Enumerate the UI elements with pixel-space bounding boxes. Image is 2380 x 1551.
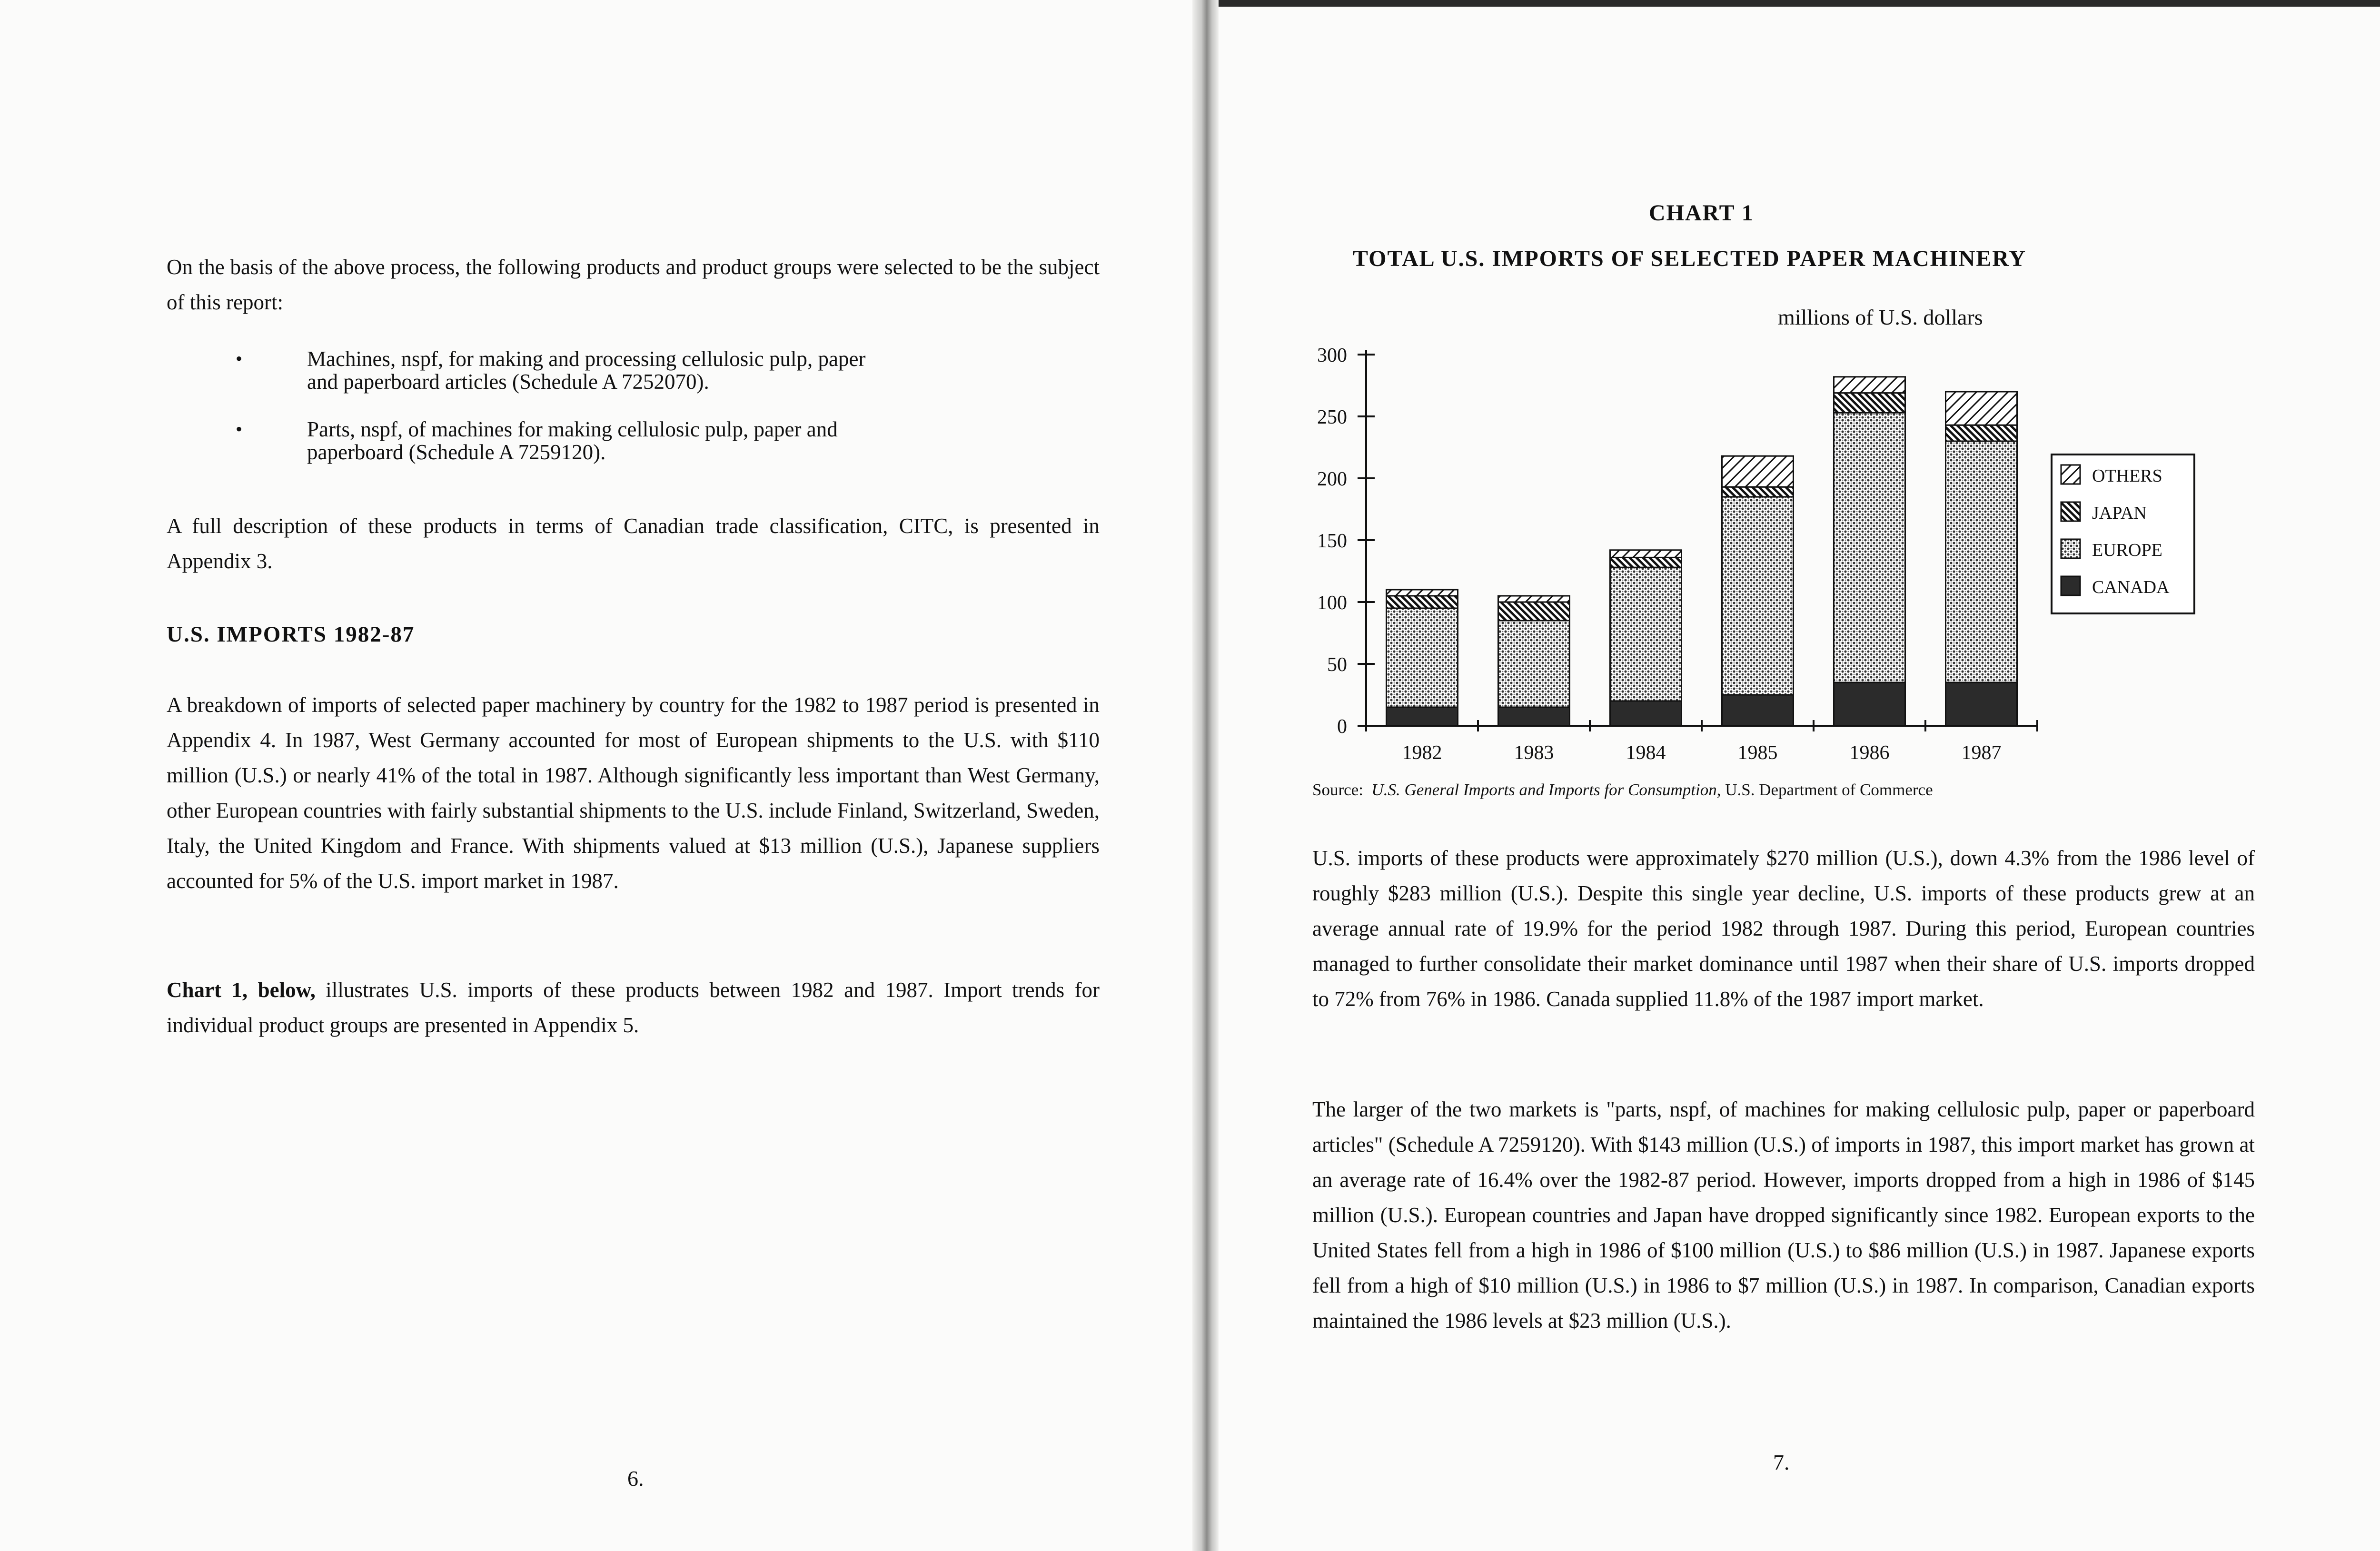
bar-segment-others <box>1387 590 1458 596</box>
bar-segment-others <box>1498 596 1570 602</box>
bullet-item <box>236 418 1092 470</box>
y-tick-label: 100 <box>1317 592 1347 614</box>
bar-segment-canada <box>1946 682 2017 726</box>
bullet-line: Machines, nspf, for making and processing cellulosic pulp, paper <box>307 347 866 371</box>
legend-swatch-europe <box>2061 539 2080 558</box>
page-number-left: 6. <box>627 1466 644 1491</box>
chart-title: TOTAL U.S. IMPORTS OF SELECTED PAPER MACHINERY <box>1353 246 2027 271</box>
bullet-line: Parts, nspf, of machines for making cellulosic pulp, paper and <box>307 417 838 441</box>
bar-segment-others <box>1946 392 2017 425</box>
chart-source <box>1312 780 1933 800</box>
source-title: U.S. General Imports and Imports for Consumption <box>1371 780 1717 799</box>
chart-reference-text: illustrates U.S. imports of these products between 1982 and 1987. Import trends for individual product groups are presented in Appendix 5. <box>167 978 1100 1037</box>
x-tick-label: 1987 <box>1961 742 2002 761</box>
bar-segment-others <box>1610 550 1682 558</box>
y-tick-label: 150 <box>1317 530 1347 552</box>
bar-segment-europe <box>1387 608 1458 707</box>
source-label: Source: <box>1312 780 1363 799</box>
bar-segment-europe <box>1722 497 1794 695</box>
legend-label-europe: EUROPE <box>2092 540 2162 560</box>
section-heading: U.S. IMPORTS 1982-87 <box>167 622 415 647</box>
chart-units-label: millions of U.S. dollars <box>1778 305 1983 329</box>
chart-reference-paragraph <box>167 972 1100 1043</box>
bar-segment-canada <box>1722 695 1794 726</box>
bar-segment-japan <box>1722 487 1794 497</box>
breakdown-paragraph: A breakdown of imports of selected paper machinery by country for the 1982 to 1987 period is presented in Appendix 4. In 1987, West Germany accounted for most of European shipments to the U.S. with $110 million (U.S.) or nearly 41% of the total in 1987. Although significantly less important than West Germany, other European countries with fairly substantial shipments to the U.S. include Finland, Switzerland, Sweden, Italy, the United Kingdom and France. With shipments valued at $13 million (U.S.), Japanese suppliers accounted for 5% of the U.S. import market in 1987. <box>167 693 1100 893</box>
legend-swatch-others <box>2061 465 2080 484</box>
imports-paragraph: U.S. imports of these products were approximately $270 million (U.S.), down 4.3% from the 1986 level of roughly $283 million (U.S.). Despite this single year decline, U.S. imports of these products grew at an average annual rate of 19.9% for the period 1982 through 1987. During this period, European countries managed to further consolidate their market dominance until 1987 when their share of U.S. imports dropped to 72% from 76% in 1986. Canada supplied 11.8% of the 1987 import market. <box>1312 846 2255 1011</box>
bullet-icon: • <box>236 418 243 440</box>
bar-segment-japan <box>1610 557 1682 567</box>
x-tick-label: 1986 <box>1849 742 1890 761</box>
x-tick-label: 1985 <box>1737 742 1778 761</box>
stacked-bar-chart <box>1219 333 2380 761</box>
description-paragraph: A full description of these products in terms of Canadian trade classification, CITC, is presented in Appendix 3. <box>167 514 1100 573</box>
bar-segment-canada <box>1610 701 1682 726</box>
bullet-item <box>236 347 1092 400</box>
bar-segment-europe <box>1834 413 1905 682</box>
book-gutter <box>1192 0 1219 1551</box>
markets-paragraph: The larger of the two markets is "parts, nspf, of machines for making cellulosic pulp, paper or paperboard articles" (Schedule A 7259120). With $143 million (U.S.) of imports in 1987, this import market has grown at an average rate of 16.4% over the 1982-87 period. However, imports dropped from a high in 1986 of $145 million (U.S.). European countries and Japan have dropped significantly since 1982. European exports to the United States fell from a high in 1986 of $100 million (U.S.) to $86 million (U.S.) in 1987. Japanese exports fell from a high of $10 million (U.S.) in 1986 to $7 million (U.S.) in 1987. In comparison, Canadian exports maintained the 1986 levels at $23 million (U.S.). <box>1312 1097 2255 1333</box>
legend-label-japan: JAPAN <box>2092 503 2147 523</box>
bullet-line: and paperboard articles (Schedule A 7252070). <box>307 370 709 394</box>
x-tick-label: 1984 <box>1626 742 1666 761</box>
chart-label: CHART 1 <box>1649 200 1754 226</box>
intro-paragraph: On the basis of the above process, the following products and product groups were selected to be the subject of this report: <box>167 255 1100 314</box>
right-page <box>1219 0 2380 1551</box>
y-tick-label: 200 <box>1317 468 1347 490</box>
bar-segment-canada <box>1498 707 1570 726</box>
bar-segment-japan <box>1946 425 2017 441</box>
page-top-edge <box>1219 0 2380 7</box>
y-tick-label: 250 <box>1317 406 1347 428</box>
bullet-icon: • <box>236 348 243 369</box>
bar-segment-japan <box>1387 596 1458 608</box>
x-tick-label: 1983 <box>1514 742 1554 761</box>
x-tick-label: 1982 <box>1402 742 1442 761</box>
bar-segment-japan <box>1834 393 1905 413</box>
y-tick-label: 0 <box>1337 716 1347 738</box>
legend-swatch-japan <box>2061 502 2080 521</box>
legend-label-others: OTHERS <box>2092 466 2162 486</box>
bar-segment-japan <box>1498 602 1570 621</box>
y-tick-label: 300 <box>1317 345 1347 366</box>
y-tick-label: 50 <box>1327 654 1347 676</box>
bar-segment-canada <box>1834 682 1905 726</box>
bar-segment-canada <box>1387 707 1458 726</box>
chart-reference-bold: Chart 1, below, <box>167 978 316 1002</box>
bar-segment-others <box>1834 377 1905 393</box>
source-rest: , U.S. Department of Commerce <box>1716 780 1933 799</box>
legend-label-canada: CANADA <box>2092 577 2170 597</box>
page-number-right: 7. <box>1773 1450 1790 1474</box>
bar-segment-europe <box>1610 567 1682 701</box>
bar-segment-europe <box>1498 621 1570 707</box>
bar-segment-europe <box>1946 441 2017 682</box>
legend-swatch-canada <box>2061 576 2080 595</box>
bar-segment-others <box>1722 456 1794 487</box>
bullet-line: paperboard (Schedule A 7259120). <box>307 440 606 464</box>
